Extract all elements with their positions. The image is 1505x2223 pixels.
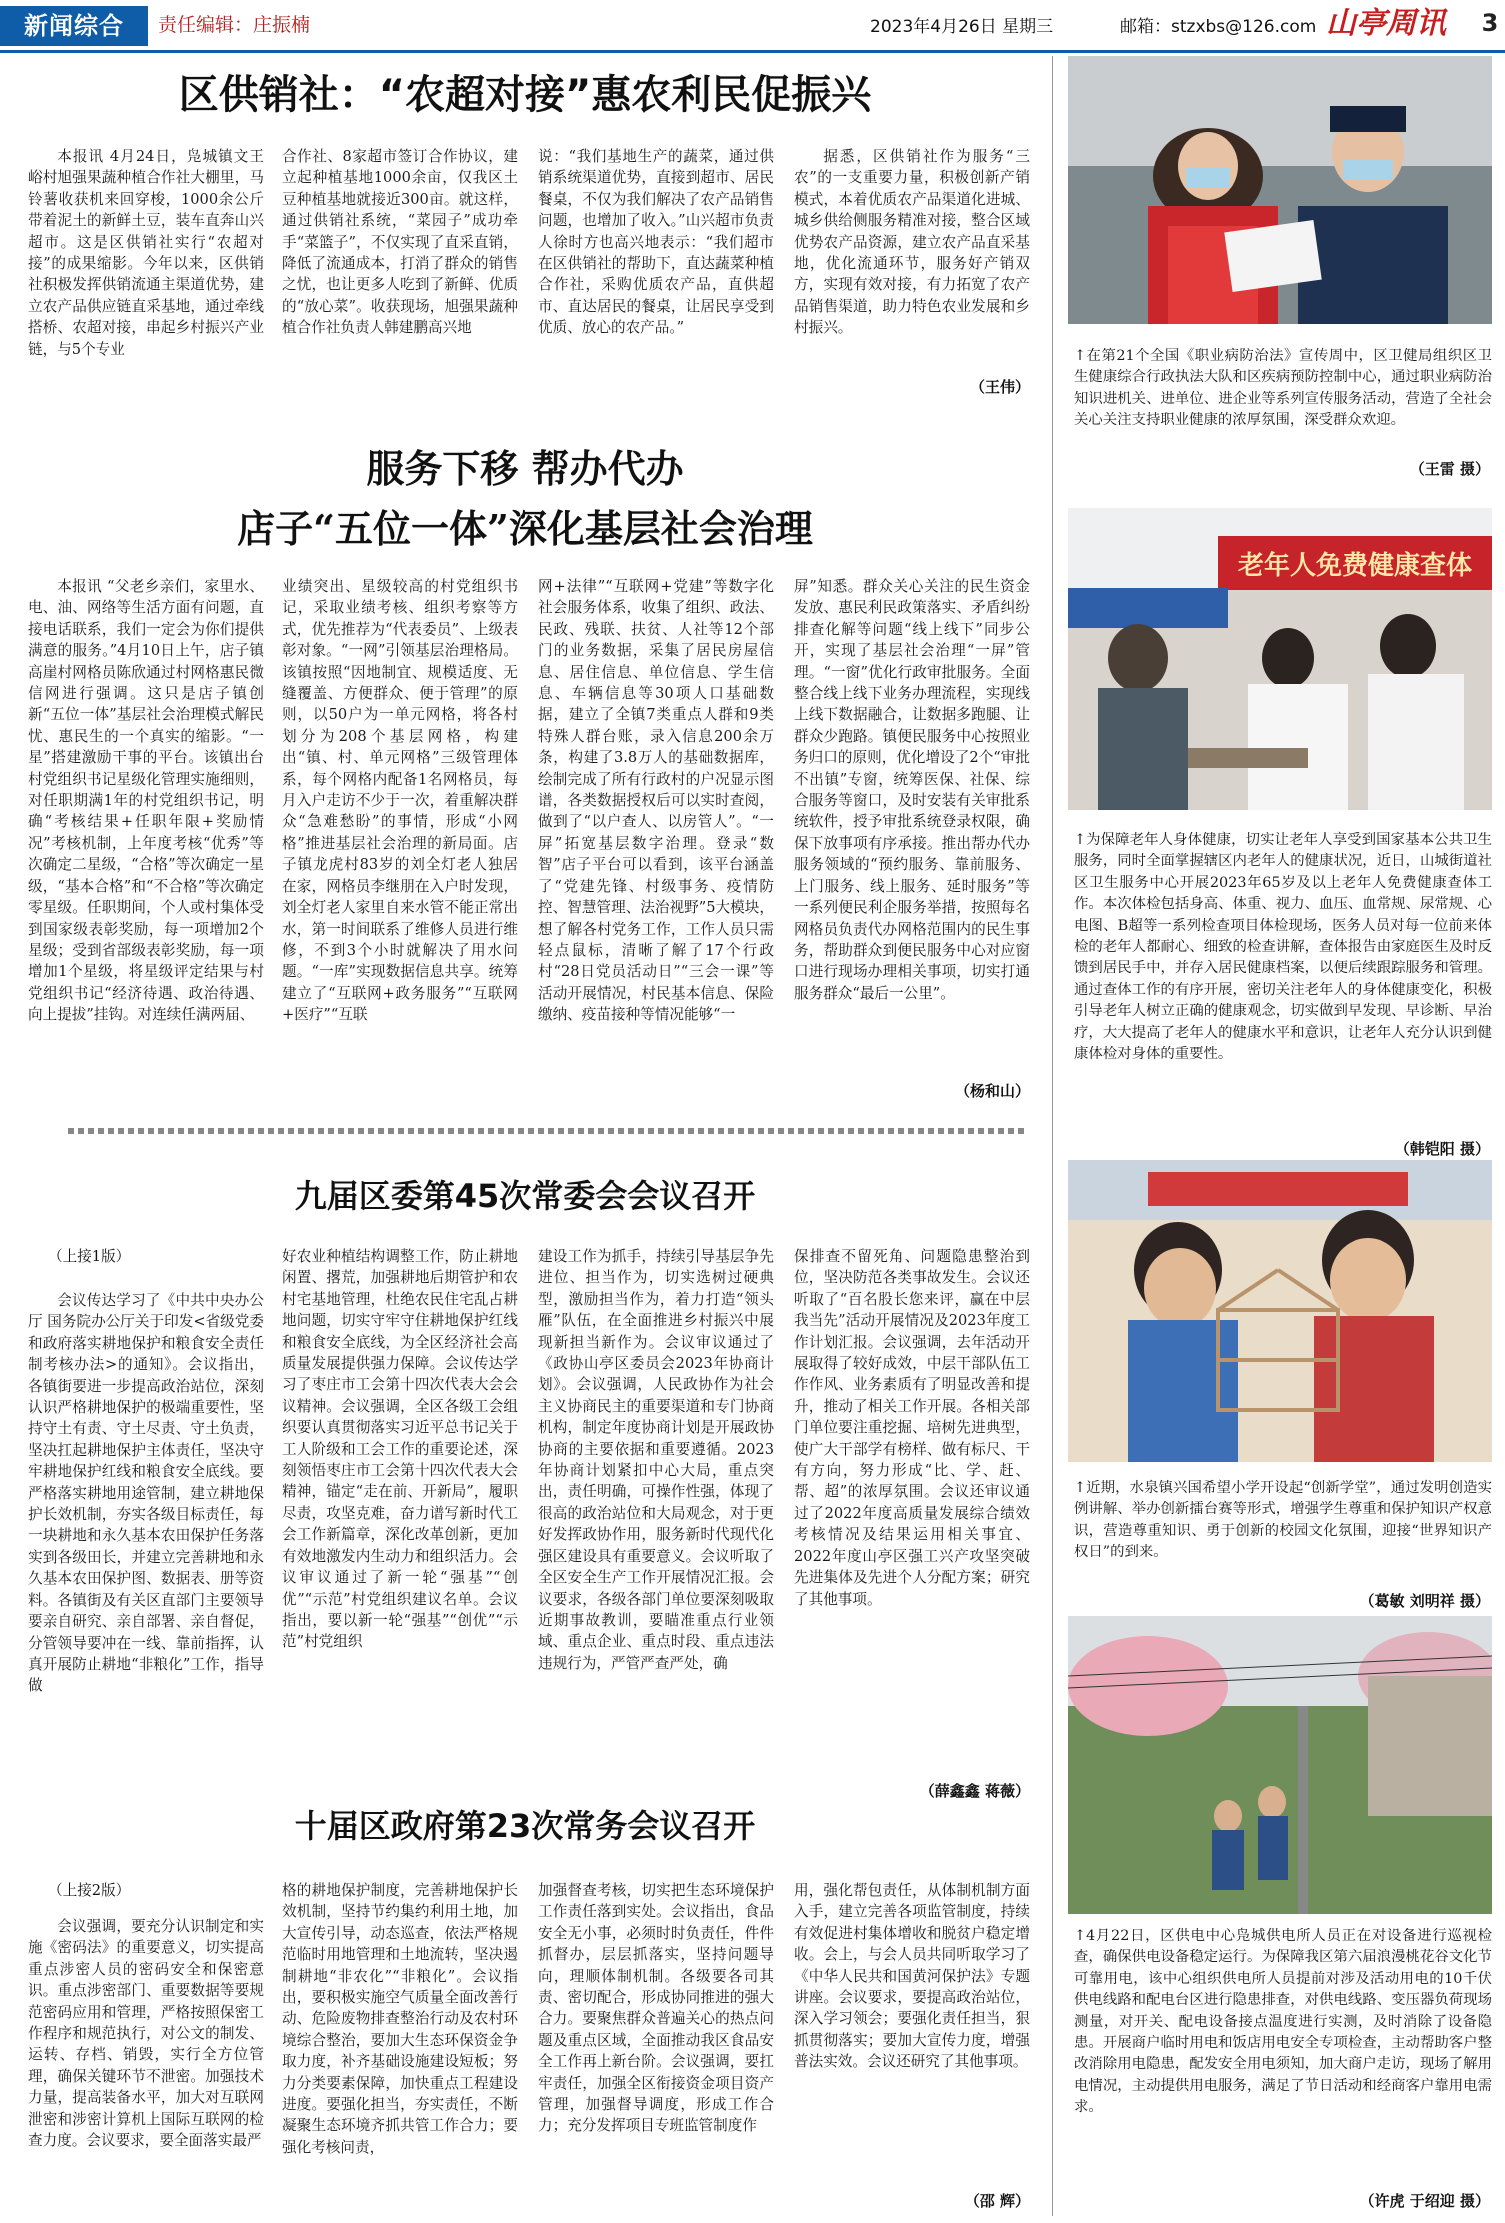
- photo2-credit: （韩铠阳 摄）: [1394, 1140, 1490, 1158]
- photo1-credit: （王雷 摄）: [1409, 460, 1490, 478]
- article4-col3: 加强督查考核，切实把生态环境保护工作责任落到实处。会议指出，食品安全无小事，必须时时负责任，件件抓督办，层层抓落实，坚持问题导向，理顺体制机制。各级要各司其责、密切配合，形成协同推进的强大合力。要聚焦群众普遍关心的热点问题及重点区域，全面推动我区食品安全工作再上新台阶。会议强调，要扛牢责任，加强全区衔接资金项目资产管理，加强督导调度，形成工作合力；充分发挥项目专班监管制度作: [538, 1882, 774, 2135]
- article2-title-line2: 店子“五位一体”深化基层社会治理: [237, 506, 813, 551]
- article1-col3: 说：“我们基地生产的蔬菜，通过供销系统渠道优势，直接到超市、居民餐桌，不仅为我们解决了农产品销售问题，也增加了收入。”山兴超市负责人徐时方也高兴地表示：“我们超市在区供销社的帮助下，直达蔬菜种植合作社，采购优质农产品，直供超市、直达居民的餐桌，让居民享受到优质、放心的农产品。”: [538, 148, 774, 337]
- photo-column-divider: [1052, 56, 1053, 2216]
- article3-credit: （薛鑫鑫 蒋薇）: [919, 1782, 1030, 1800]
- article3-continuation: （上接1版）: [48, 1248, 131, 1265]
- photo2-caption: ↑为保障老年人身体健康，切实让老年人享受到国家基本公共卫生服务，同时全面掌握辖区内老年人的健康状况，近日，山城街道社区卫生服务中心开展2023年65岁及以上老年人免费健康查体工作。本次体检包括身高、体重、视力、血压、血常规、尿常规、心电图、B超等一系列检查项目体检现场，医务人员对每一位前来体检的老年人都耐心、细致的检查讲解，查体报告由家庭医生及时反馈到居民手中，并存入居民健康档案，以便后续跟踪服务和管理。通过查体工作的有序开展，密切关注老年人的身体健康变化，积极引导老年人树立正确的健康观念，切实做到早发现、早诊断、早治疗，大大提高了老年人的健康水平和意识，让老年人充分认识到健康体检对身体的重要性。: [1074, 832, 1492, 1063]
- article1-title: 区供销社：“农超对接”惠农利民促振兴: [178, 72, 872, 118]
- article2-col4: 屏”知悉。群众关心关注的民生资金发放、惠民利民政策落实、矛盾纠纷排查化解等问题“线上线下”同步公开，实现了基层社会治理“一屏”管理。“一窗”优化行政审批服务。全面整合线上线下业务办理流程，实现线上线下数据融合，让数据多跑腿、让群众少跑路。镇便民服务中心按照业务归口的原则，优化增设了2个“审批不出镇”专窗，统筹医保、社保、综合服务等窗口，及时安装有关审批系统软件，授予审批系统登录权限，确保下放事项有序承接。推出帮办代办服务领域的“预约服务、靠前服务、上门服务、线上服务、延时服务”等一系列便民利企服务举措，按照每名网格员负责代办网格范围内的民生事务，帮助群众到便民服务中心对应窗口进行现场办理相关事项，切实打通服务群众“最后一公里”。: [794, 578, 1030, 1002]
- article2-credit: （杨和山）: [954, 1082, 1030, 1100]
- photo3-caption: ↑近期，水泉镇兴国希望小学开设起“创新学堂”，通过发明创造实例讲解、举办创新擂台赛等形式，增强学生尊重和保护知识产权意识，营造尊重知识、勇于创新的校园文化氛围，迎接“世界知识产权日”的到来。: [1074, 1480, 1492, 1561]
- article2-col1: 本报讯 “父老乡亲们，家里水、电、油、网络等生活方面有问题，直接电话联系，我们一定会为你们提供满意的服务。”4月10日上午，店子镇高崖村网格员陈欣通过村网格惠民微信网进行强调。这只是店子镇创新“五位一体”基层社会治理模式解民忧、惠民生的一个真实的缩影。“一星”搭建激励干事的平台。该镇出台村党组织书记星级化管理实施细则，对任职期满1年的村党组织书记，明确“考核结果+任职年限+奖励情况”考核机制，上年度考核“优秀”等次确定二星级，“合格”等次确定一星级，“基本合格”和“不合格”等次确定零星级。任职期间，个人或村集体受到国家级表彰奖励，每一项增加2个星级；受到省部级表彰奖励，每一项增加1个星级，将星级评定结果与村党组织书记“经济待遇、政治待遇、向上提拔”挂钩。对连续任满两届、: [28, 578, 264, 1024]
- article3-title: 九届区委第45次常委会会议召开: [294, 1177, 756, 1215]
- article1-credit: （王伟）: [969, 378, 1030, 396]
- page-number: 3: [1481, 9, 1499, 37]
- article2-col3: 网+法律”“互联网+党建”等数字化社会服务体系，收集了组织、政法、民政、残联、扶贫、人社等12个部门的业务数据，采集了居民房屋信息、居住信息、单位信息、学生信息、车辆信息等30项人口基础数据，建立了全镇7类重点人群和9类特殊人群台账，录入信息200余万条，构建了3.8万人的基础数据库，绘制完成了所有行政村的户况显示图谱，各类数据授权后可以实时查阅，做到了“以户查人、以房管人”。“一屏”拓宽基层数字治理。登录“数智”店子平台可以看到，该平台涵盖了“党建先锋、村级事务、疫情防控、智慧管理、法治视野”5大模块，想了解各村党务工作，工作人员只需轻点鼠标，清晰了解了17个行政村“28日党员活动日”“三会一课”等活动开展情况，村民基本信息、保险缴纳、疫苗接种等情况能够“一: [538, 578, 774, 1024]
- article3-col1: 会议传达学习了《中共中央办公厅 国务院办公厅关于印发<省级党委和政府落实耕地保护和粮食安全责任制考核办法>的通知》。会议指出，各镇街要进一步提高政治站位，深刻认识严格耕地保护的极端重要性，坚持守土有责、守土尽责、守土负责，坚决扛起耕地保护主体责任，坚决守牢耕地保护红线和粮食安全底线。要严格落实耕地用途管制，建立耕地保护长效机制，夯实各级目标责任，每一块耕地和永久基本农田保护任务落实到各级田长，并建立完善耕地和永久基本农田保护图、数据表、册等资料。各镇街及有关区直部门主要领导要亲自研究、亲自部署、亲自督促，分管领导要冲在一线、靠前指挥，认真开展防止耕地“非粮化”工作，指导做: [28, 1292, 264, 1695]
- editor-line: 责任编辑：庄振楠: [158, 14, 311, 36]
- article2-title-line1: 服务下移 帮办代办: [366, 446, 684, 491]
- section-badge: 新闻综合: [0, 6, 148, 46]
- contact-email: 邮箱：stzxbs@126.com: [1120, 17, 1317, 37]
- photo2-banner-text: 老年人免费健康查体: [1238, 551, 1473, 581]
- photo3-credit: （葛敏 刘明祥 摄）: [1359, 1592, 1490, 1610]
- issue-date: 2023年4月26日 星期三: [870, 17, 1054, 37]
- article3-col4: 保排查不留死角、问题隐患整治到位，坚决防范各类事故发生。会议还听取了“百名股长您来评，赢在中层我当先”活动开展情况及2023年度工作计划汇报。会议强调，去年活动开展取得了较好成效，中层干部队伍工作作风、业务素质有了明显改善和提升，推动了相关工作开展。各相关部门单位要注重挖掘、培树先进典型，使广大干部学有榜样、做有标尺、干有方向，努力形成“比、学、赶、帮、超”的浓厚氛围。会议还审议通过了2022年度高质量发展综合绩效考核情况及结果运用相关事宜、2022年度山亭区强工兴产攻坚突破先进集体及先进个人分配方案；研究了其他事项。: [794, 1248, 1030, 1608]
- photo-power-inspection: [1068, 1616, 1492, 1914]
- header-rule: [0, 50, 1505, 53]
- photo4-credit: （许虎 于绍迎 摄）: [1359, 2192, 1490, 2210]
- photo1-caption: ↑在第21个全国《职业病防治法》宣传周中，区卫健局组织区卫生健康综合行政执法大队和区疾病预防控制中心，通过职业病防治知识进机关、进单位、进企业等系列宣传服务活动，营造了全社会关心关注支持职业健康的浓厚氛围，深受群众欢迎。: [1074, 348, 1492, 429]
- article1-col2: 合作社、8家超市签订合作协议，建立起种植基地1000余亩，仅我区土豆种植基地就接近300亩。就这样，通过供销社系统，“菜园子”成功牵手“菜篮子”，不仅实现了直采直销，降低了流通成本，打消了群众的销售之忧，也让更多人吃到了新鲜、优质的“放心菜”。收获现场，旭强果蔬种植合作社负责人韩建鹏高兴地: [282, 148, 518, 337]
- photo-innovation-classroom: [1068, 1160, 1492, 1462]
- article3-col2: 好农业种植结构调整工作，防止耕地闲置、撂荒，加强耕地后期管护和农村宅基地管理，杜绝农民住宅乱占耕地问题，切实守牢守住耕地保护红线和粮食安全底线，为全区经济社会高质量发展提供强力保障。会议传达学习了枣庄市工会第十四次代表大会会议精神。会议强调，全区各级工会组织要认真贯彻落实习近平总书记关于工人阶级和工会工作的重要论述，深刻领悟枣庄市工会第十四次代表大会精神，锚定“走在前、开新局”，履职尽责，攻坚克难，奋力谱写新时代工会工作新篇章，深化改革创新，更加有效地激发内生动力和组织活力。会议审议通过了新一轮“强基”“创优”“示范”村党组织建议名单。会议指出，要以新一轮“强基”“创优”“示范”村党组织: [282, 1248, 518, 1651]
- article4-credit: （邵 辉）: [964, 2192, 1030, 2210]
- article2-col2: 业绩突出、星级较高的村党组织书记，采取业绩考核、组织考察等方式，优先推荐为“代表委员”、上级表彰对象。“一网”引领基层治理格局。该镇按照“因地制宜、规模适度、无缝覆盖、方便群众、便于管理”的原则，以50户为一单元网格，将各村划分为208个基层网格，构建出“镇、村、单元网格”三级管理体系，每个网格内配备1名网格员，每月入户走访不少于一次，着重解决群众“急难愁盼”的事情，形成“小网格”推进基层社会治理的新局面。店子镇龙虎村83岁的刘全灯老人独居在家，网格员李继朋在入户时发现，刘全灯老人家里自来水管不能正常出水，第一时间联系了维修人员进行维修，不到3个小时就解决了用水问题。“一库”实现数据信息共享。统筹建立了“互联网+政务服务”“互联网+医疗”“互联: [282, 578, 518, 1024]
- article4-continuation: （上接2版）: [48, 1882, 131, 1899]
- article3-col3: 建设工作为抓手，持续引导基层争先进位、担当作为，切实选树过硬典型，激励担当作为，着力打造“领头雁”队伍，在全面推进乡村振兴中展现新担当新作为。会议审议通过了《政协山亭区委员会2023年协商计划》。会议强调，人民政协作为社会主义协商民主的重要渠道和专门协商机构，制定年度协商计划是开展政协协商的主要依据和重要遵循。2023年协商计划紧扣中心大局，重点突出，责任明确，可操作性强，体现了很高的政治站位和大局观念，对于更好发挥政协作用，服务新时代现代化强区建设具有重要意义。会议听取了全区安全生产工作开展情况汇报。会议要求，各级各部门单位要深刻吸取近期事故教训，要瞄准重点行业领域、重点企业、重点时段、重点违法违规行为，严管严查严处，确: [538, 1248, 774, 1672]
- article1-col1: 本报讯 4月24日，凫城镇文王峪村旭强果蔬种植合作社大棚里，马铃薯收获机来回穿梭，1000余公斤带着泥土的新鲜土豆，装车直奔山兴超市。这是区供销社实行“农超对接”的成果缩影。今年以来，区供销社积极发挥供销流通主渠道优势，建立农产品供应链直采基地，通过牵线搭桥、农超对接，串起乡村振兴产业链，与5个专业: [28, 148, 264, 358]
- article4-title: 十届区政府第23次常务会议召开: [294, 1807, 756, 1845]
- article1-col4: 据悉，区供销社作为服务“三农”的一支重要力量，积极创新产销模式，本着优质农产品渠道化进城、城乡供给侧服务精准对接，整合区域优势农产品资源，建立农产品直采基地，优化流通环节，服务好产销双方，实现有效对接，有力拓宽了农产品销售渠道，助力特色农业发展和乡村振兴。: [794, 148, 1030, 337]
- paper-logo: 山亭周讯: [1326, 6, 1446, 41]
- article4-col2: 格的耕地保护制度，完善耕地保护长效机制，坚持节约集约利用土地，加大宣传引导，动态巡查，依法严格规范临时用地管理和土地流转，坚决遏制耕地“非农化”“非粮化”。会议指出，要积极实施空气质量全面改善行动、危险废物排查整治行动及农村环境综合整治，要加大生态环保资金争取力度，补齐基础设施建设短板；努力分类要素保障，加快重点工程建设进度。要强化担当，夯实责任，不断凝聚生态环境齐抓共管工作合力；要强化考核问责，: [282, 1882, 518, 2156]
- section-divider: [68, 1128, 1028, 1134]
- photo-occupational-health-inspection: [1068, 56, 1492, 324]
- article4-col1: 会议强调，要充分认识制定和实施《密码法》的重要意义，切实提高重点涉密人员的密码安全和保密意识。重点涉密部门、重要数据等要规范密码应用和管理，严格按照保密工作程序和规范执行，对公文的制发、运转、存档、销毁，实行全方位管理，确保关键环节不泄密。加强技术力量，提高装备水平，加大对互联网泄密和涉密计算机上国际互联网的检查力度。会议要求，要全面落实最严: [28, 1918, 264, 2150]
- article4-col4: 用，强化帮包责任，从体制机制方面入手，建立完善各项监管制度，持续有效促进村集体增收和脱贫户稳定增收。会上，与会人员共同听取学习了《中华人民共和国黄河保护法》专题讲座。会议要求，要提高政治站位，深入学习领会；要强化责任担当，狠抓贯彻落实；要加大宣传力度，增强普法实效。会议还研究了其他事项。: [794, 1882, 1030, 2071]
- photo4-caption: ↑4月22日，区供电中心凫城供电所人员正在对设备进行巡视检查，确保供电设备稳定运行。为保障我区第六届浪漫桃花谷文化节可靠用电，该中心组织供电所人员提前对涉及活动用电的10千伏供电线路和配电台区进行隐患排查，对供电线路、变压器负荷现场测量，对开关、配电设备接点温度进行实测，及时消除了设备隐患。开展商户临时用电和饭店用电安全专项检查，主动帮助客户整改消除用电隐患，配发安全用电须知，加大商户走访，现场了解用电情况，主动提供用电服务，满足了节日活动和经商客户靠用电需求。: [1074, 1928, 1492, 2116]
- photo-elderly-health-check: [1068, 508, 1492, 810]
